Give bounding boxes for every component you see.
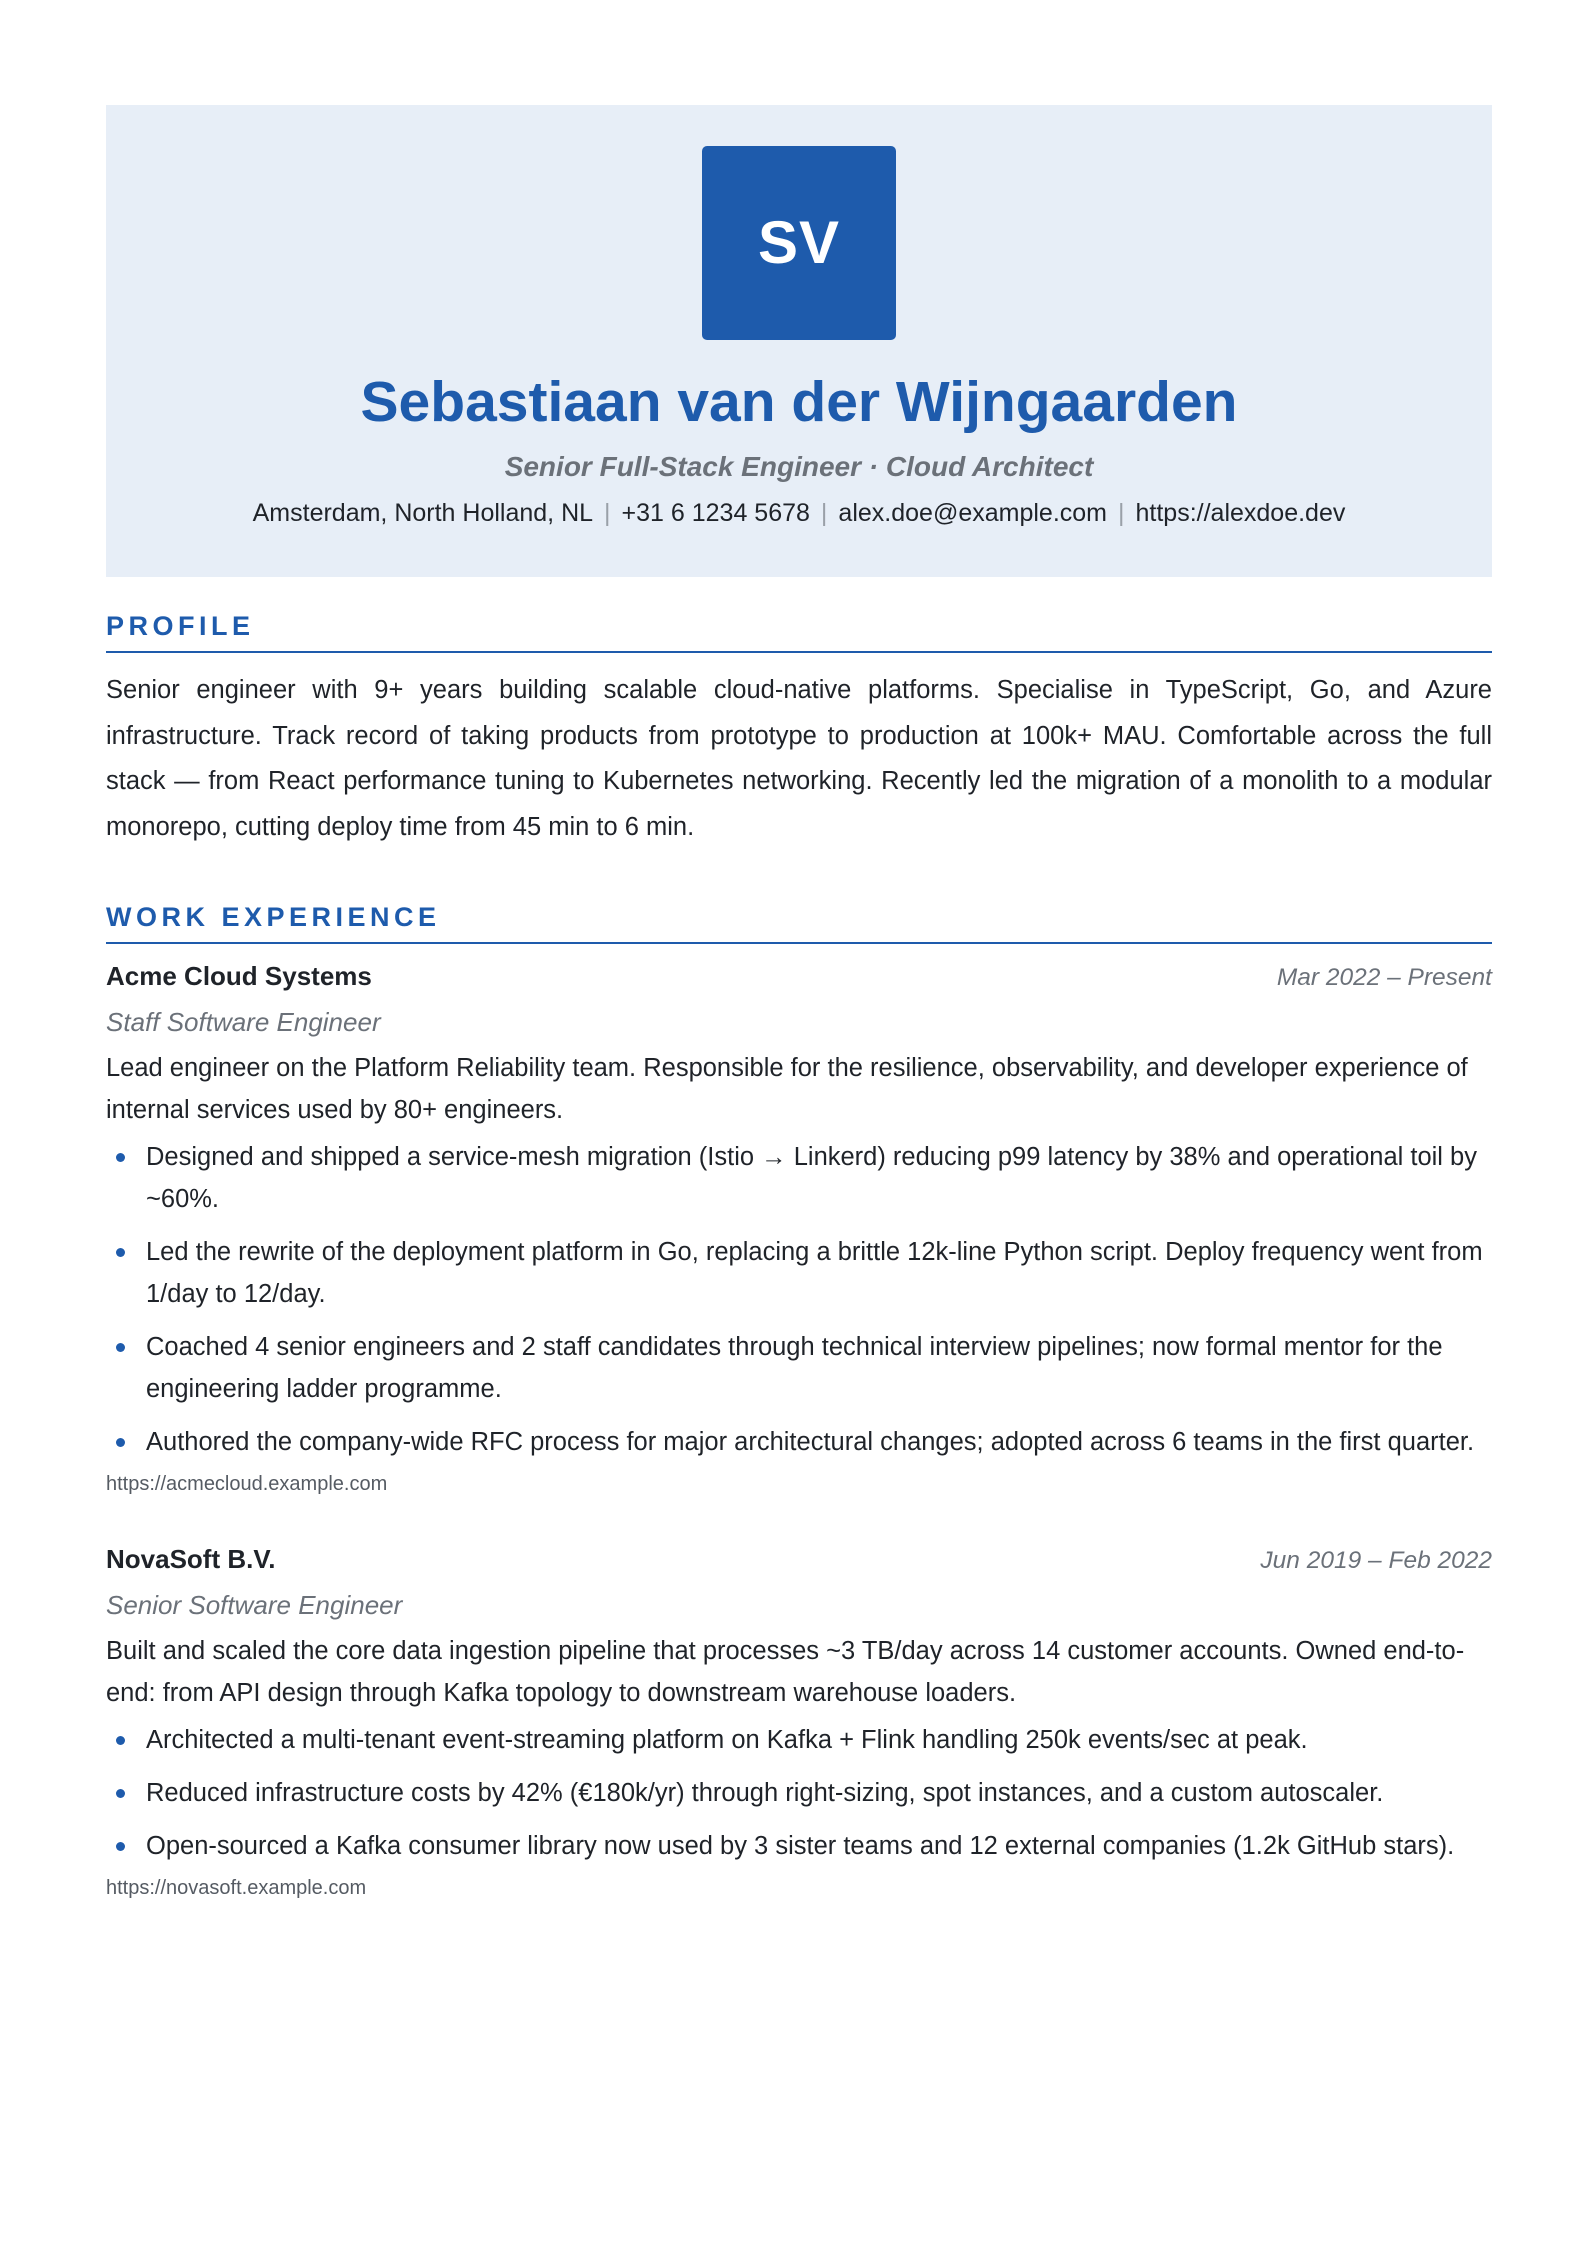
bullet-icon — [116, 1789, 125, 1798]
candidate-headline: Senior Full-Stack Engineer · Cloud Architect — [504, 451, 1094, 482]
contact-separator: | — [820, 499, 828, 527]
contact-email: alex.doe@example.com — [838, 499, 1107, 527]
profile-heading: PROFILE — [106, 608, 1492, 653]
achievement-text: Architected a multi-tenant event-streaming platform on Kafka + Flink handling 250k events/sec at peak. — [146, 1726, 1308, 1754]
company-link[interactable]: https://novasoft.example.com — [106, 1877, 367, 1899]
candidate-name: Sebastiaan van der Wijngaarden — [360, 370, 1238, 434]
job-company: NovaSoft B.V. — [106, 1544, 276, 1574]
job-achievements — [106, 1719, 1492, 1867]
achievement-item — [106, 1136, 1492, 1220]
job-role: Staff Software Engineer — [106, 1007, 381, 1037]
achievement-text: Designed and shipped a service-mesh migration (Istio → Linkerd) reducing p99 latency by 38% and operational toil by ~60%. — [146, 1143, 1477, 1213]
contact-website: https://alexdoe.dev — [1135, 499, 1346, 527]
achievement-text: Coached 4 senior engineers and 2 staff candidates through technical interview pipelines; now formal mentor for the engineering ladder programme. — [146, 1333, 1443, 1403]
achievement-item — [106, 1825, 1492, 1867]
profile-summary: Senior engineer with 9+ years building scalable cloud-native platforms. Specialise in TypeScript, Go, and Azure infrastructure. Track record of taking products from prototype to production at 100k+ MAU. Comfortable across the full stack — from React performance tuning to Kubernetes networking. Recently led the migration of a monolith to a modular monorepo, cutting deploy time from 45 min to 6 min. — [106, 676, 1492, 841]
bullet-icon — [116, 1736, 125, 1745]
bullet-icon — [116, 1438, 125, 1447]
job-header — [106, 1541, 1492, 1579]
bullet-icon — [116, 1842, 125, 1851]
achievement-item — [106, 1326, 1492, 1410]
resume-header — [106, 105, 1492, 577]
job-achievements — [106, 1136, 1492, 1463]
job-entry — [106, 1541, 1492, 1902]
company-link[interactable]: https://acmecloud.example.com — [106, 1473, 388, 1495]
job-dates: Mar 2022 – Present — [1276, 964, 1492, 991]
job-role: Senior Software Engineer — [106, 1590, 403, 1620]
achievement-item — [106, 1231, 1492, 1315]
contact-location: Amsterdam, North Holland, NL — [252, 499, 594, 527]
job-entry — [106, 958, 1492, 1498]
resume-page — [106, 105, 1492, 1902]
contact-line — [106, 496, 1492, 530]
bullet-icon — [116, 1153, 125, 1162]
bullet-icon — [116, 1343, 125, 1352]
job-dates: Jun 2019 – Feb 2022 — [1260, 1547, 1492, 1574]
contact-separator: | — [604, 499, 611, 527]
initials-avatar: SV — [702, 146, 896, 340]
job-header — [106, 958, 1492, 996]
contact-separator: | — [1118, 499, 1125, 527]
job-summary: Built and scaled the core data ingestion pipeline that processes ~3 TB/day across 14 customer accounts. Owned end-to-end: from API design through Kafka topology to downstream warehouse loaders. — [106, 1637, 1465, 1707]
achievement-item — [106, 1772, 1492, 1814]
achievement-text: Led the rewrite of the deployment platform in Go, replacing a brittle 12k-line Python script. Deploy frequency went from 1/day to 12/day. — [146, 1238, 1483, 1308]
bullet-icon — [116, 1248, 125, 1257]
achievement-text: Open-sourced a Kafka consumer library now used by 3 sister teams and 12 external companies (1.2k GitHub stars). — [146, 1832, 1455, 1860]
job-company: Acme Cloud Systems — [106, 961, 372, 991]
contact-phone: +31 6 1234 5678 — [621, 499, 810, 527]
achievement-text: Authored the company-wide RFC process for major architectural changes; adopted across 6 teams in the first quarter. — [146, 1428, 1475, 1456]
achievement-item — [106, 1719, 1492, 1761]
work-experience-heading: WORK EXPERIENCE — [106, 899, 1492, 944]
job-summary: Lead engineer on the Platform Reliability team. Responsible for the resilience, observability, and developer experience of internal services used by 80+ engineers. — [106, 1054, 1468, 1124]
achievement-item — [106, 1421, 1492, 1463]
achievement-text: Reduced infrastructure costs by 42% (€180k/yr) through right-sizing, spot instances, and a custom autoscaler. — [146, 1779, 1384, 1807]
